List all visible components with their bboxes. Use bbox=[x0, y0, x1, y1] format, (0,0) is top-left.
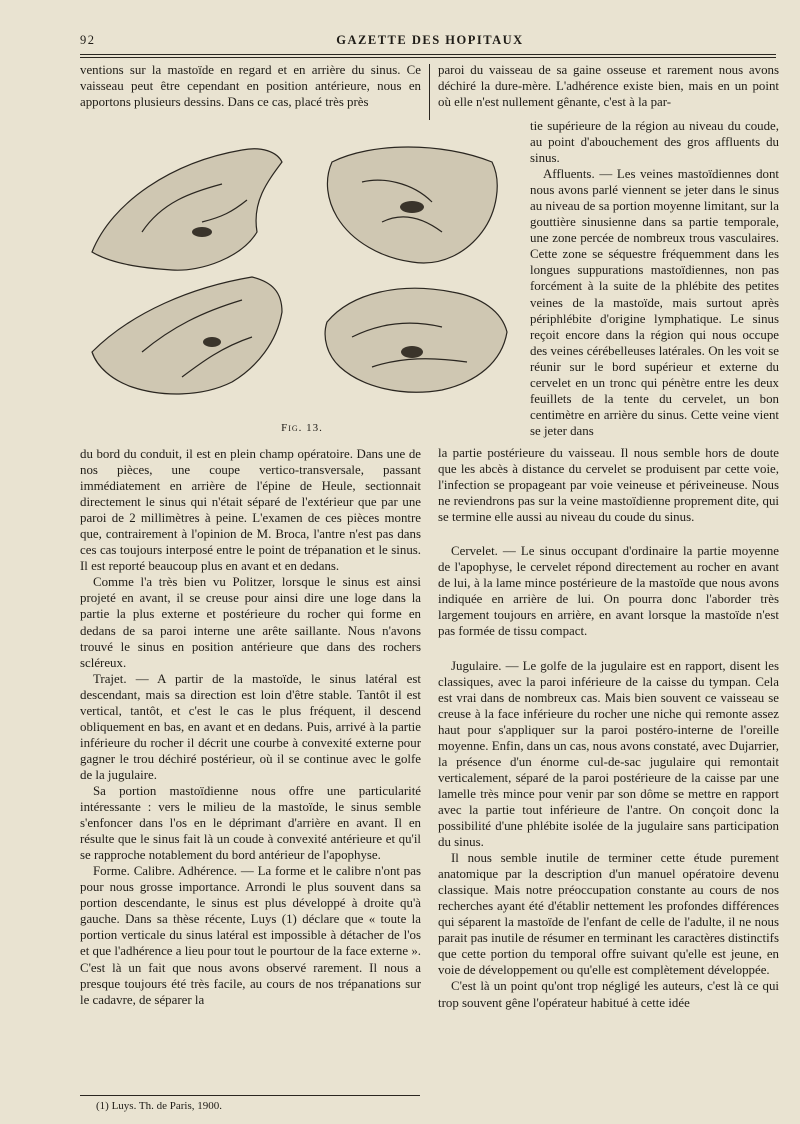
temporal-bone-illustration bbox=[82, 122, 532, 422]
paragraph: Cervelet. — Le sinus occupant d'ordinaire la partie moyenne de l'apophyse, le cervelet répond directement au rocher en avant de lui, à la lame mince postérieure de la mastoïde que nous avons indiquée en arrière de lui. On pourra donc l'aborder très largement toujours en arrière, en avant lorsque la mastoïde n'est pas formée de tissu compact. bbox=[438, 544, 779, 639]
header-rule-bottom bbox=[80, 57, 776, 58]
paragraph: ventions sur la mastoïde en regard et en arrière du sinus. Ce vaisseau peut être cependant en position antérieure, nous en apportons plusieurs dessins. Dans ce cas, placé très près bbox=[80, 63, 421, 110]
paragraph: Affluents. — Les veines mastoïdiennes dont nous avons parlé viennent se jeter dans le sinus au niveau de sa portion moyenne limitant, sur la gouttière sinusienne dans sa partie temporale, une zone percée de nombreux trous vasculaires. Cette zone se séquestre fréquemment dans les longues suppurations mastoïdiennes, non pas forcément à la suite de la phlébite des petites veines de la mastoïde, mais surtout après périphlébite d'origine lymphatique. Le sinus reçoit encore dans la région qui nous occupe des veines cérébelleuses latérales. On les voit se réunir sur le bord supérieur et externe du cervelet en un tronc qui pénètre entre les deux feuillets de la tente du cervelet, un bon centimètre en arrière du sinus. Cette veine vient se jeter dans bbox=[530, 167, 779, 438]
paragraph: Jugulaire. — Le golfe de la jugulaire est en rapport, disent les classiques, avec la paroi inférieure de la caisse du tympan. Cela est vrai dans de nombreux cas. Mais bien souvent ce vaisseau se creuse à la face inférieure du rocher une niche qui remonte assez haut pour s'appliquer sur la paroi postéro-interne de l'oreille moyenne. Enfin, dans un cas, nous avons constaté, avec Dujarrier, la présence d'un énorme cul-de-sac jugulaire qui remontait verticalement, séparé de la paroi postérieure de la caisse par une lamelle très mince pour venir par son dôme se mettre en rapport avec la partie tout inférieure de l'antre. On conçoit donc la possibilité d'une phlébite isolée de la jugulaire sans participation du sinus. bbox=[438, 658, 779, 850]
footnote: (1) Luys. Th. de Paris, 1900. bbox=[96, 1100, 222, 1112]
figure-13 bbox=[82, 122, 532, 440]
figure-caption: Fig. 13. bbox=[281, 422, 323, 434]
paragraph: du bord du conduit, il est en plein champ opératoire. Dans une de nos pièces, une coupe vertico-transversale, passant immédiatement en arrière de l'épine de Heule, sectionnait directement le sinus qui n'était séparé de l'extérieur que par une paroi de 2 millimètres à peine. L'examen de ces pièces montre que, contrairement à l'opinion de M. Broca, l'antre n'est pas dans ces cas toujours interposé entre le point de trépanation et le sinus. Il est reporté beaucoup plus en avant et en dedans. bbox=[80, 447, 421, 574]
page-header bbox=[80, 30, 780, 50]
column-divider bbox=[429, 64, 430, 120]
page-number: 92 bbox=[80, 33, 96, 47]
paragraph: Sa portion mastoïdienne nous offre une particularité intéressante : vers le milieu de la mastoïde, le sinus semble s'enfoncer dans l'os en le déprimant d'arrière en avant. Il en résulte que le sinus fait là un coude à convexité antérieure et qu'il se rapproche notablement du bord antérieur de l'apophyse. bbox=[80, 783, 421, 863]
right-column-body bbox=[438, 445, 779, 1011]
right-column-wrap bbox=[530, 118, 779, 439]
paragraph: tie supérieure de la région au niveau du coude, au point d'abouchement des gros affluents du sinus. bbox=[530, 119, 779, 166]
paragraph: paroi du vaisseau de sa gaine osseuse et rarement nous avons déchiré la dure-mère. L'adhérence existe bien, mais en un point où elle n'est nullement gênante, c'est à la par- bbox=[438, 63, 779, 110]
paragraph: Il nous semble inutile de terminer cette étude purement anatomique par la description d'un manuel opératoire devenu classique. Mais notre préoccupation constante au cours de nos recherches ayant été d'établir nettement les profondes différences qui séparent la mastoïde de l'enfant de celle de l'adulte, il ne nous parait pas inutile de résumer en terminant les caractères distinctifs que cette portion du temporal offre suivant qu'elle est jeune, en voie de développement ou qu'elle est complètement développée. bbox=[438, 851, 779, 978]
paragraph: Comme l'a très bien vu Politzer, lorsque le sinus est ainsi projeté en avant, il se creuse pour ainsi dire une loge dans la partie la plus externe et postérieure du rocher qui forme en dedans de sa paroi interne une arête saillante. Nous n'avons trouvé le sinus en position antérieure que dans des rochers scléreux. bbox=[80, 575, 421, 670]
left-column-top bbox=[80, 62, 421, 110]
paragraph: Trajet. — A partir de la mastoïde, le sinus latéral est descendant, mais sa direction est loin d'être stable. Tantôt il est vertical, tantôt, et c'est le cas le plus fréquent, il descend obliquement en bas, en avant et en dedans. Puis, arrivé à la partie inférieure du rocher il décrit une courbe à convexité externe pour gagner le trou déchiré postérieur, où il se continue avec le golfe de la jugulaire. bbox=[80, 671, 421, 782]
paragraph: C'est là un point qu'ont trop négligé les auteurs, c'est là ce qui trop souvent gêne l'opérateur habitué à cette idée bbox=[438, 979, 779, 1010]
left-column-body bbox=[80, 446, 421, 1008]
paragraph: la partie postérieure du vaisseau. Il nous semble hors de doute que les abcès à distance du cervelet se produisent par cette voie, l'infection se propageant par voie veineuse et périveineuse. Nous ne reviendrons pas sur la veine mastoïdienne proprement dite, qui se termine elle aussi au niveau du coude du sinus. bbox=[438, 446, 779, 525]
header-rule-top bbox=[80, 54, 776, 55]
footnote-rule bbox=[80, 1095, 420, 1096]
journal-title: GAZETTE DES HOPITAUX bbox=[336, 33, 524, 47]
right-column-top bbox=[438, 62, 779, 110]
paragraph: Forme. Calibre. Adhérence. — La forme et le calibre n'ont pas pour nous grosse importance. Arrondi le plus souvent dans sa portion descendante, le sinus est plus développé à droite qu'à gauche. Dans sa thèse récente, Luys (1) déclare que « toute la portion verticale du sinus latéral est impossible à détacher de l'os et que l'adhérence a lieu pour tout le pourtour de la face externe ». C'est là un fait que nous avons observé rarement. Il nous a presque toujours été très facile, au cours de nos trépanations sur le cadavre, de séparer la bbox=[80, 864, 421, 1007]
